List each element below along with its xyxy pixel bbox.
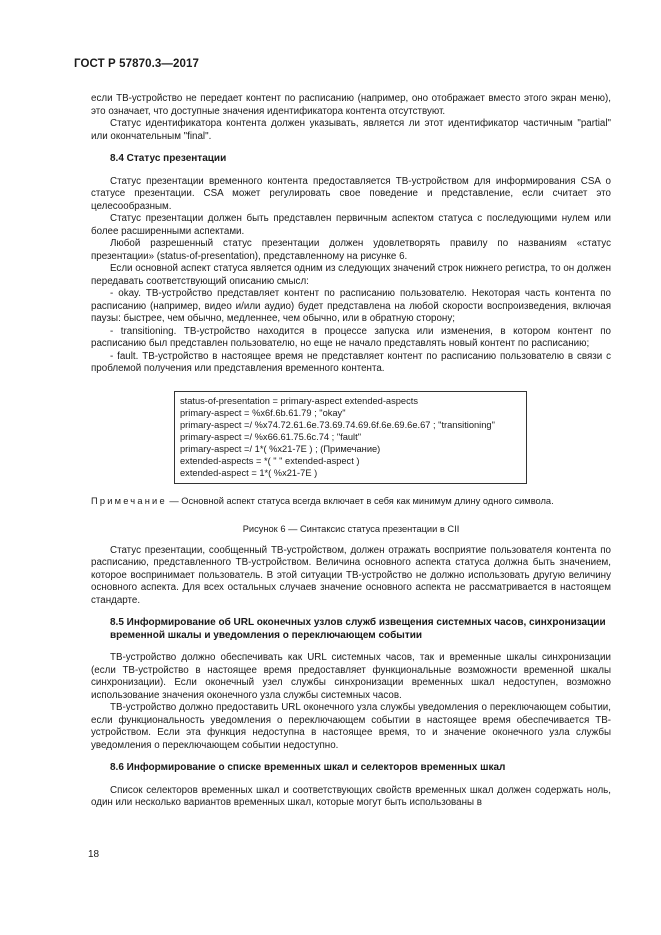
code-line: primary-aspect = %x6f.6b.61.79 ; "okay" xyxy=(180,407,346,418)
section-heading-8-5: 8.5 Информирование об URL оконечных узлов служб извещения системных часов, синхронизации временной шкалы и уведомления о переключающем событии xyxy=(110,617,606,641)
paragraph: Статус презентации должен быть представлен первичным аспектом статуса с последующими нулем или более расширенными аспектами. xyxy=(91,213,611,237)
code-line: primary-aspect =/ %x66.61.75.6c.74 ; "fault" xyxy=(180,431,362,442)
section-heading-8-4: 8.4 Статус презентации xyxy=(110,153,227,164)
code-line: primary-aspect =/ %x74.72.61.6e.73.69.74.69.6f.6e.69.6e.67 ; "transitioning" xyxy=(180,419,495,430)
paragraph: ТВ-устройство должно предоставить URL оконечного узла службы уведомления о переключающем событии, если функциональность уведомления о переключающем событии в настоящее время обеспечивается ТВ-устройством. Если эта функция недоступна в настоящее время, то и значение оконечного узла службы уведомления о переключающем событии недоступно. xyxy=(91,702,611,751)
list-item: - fault. ТВ-устройство в настоящее время не представляет контент по расписанию пользователю в связи с проблемой получения или представления временного контента. xyxy=(91,350,611,374)
paragraph: Статус идентификатора контента должен указывать, является ли этот идентификатор частичным "partial" или окончательным "final". xyxy=(91,118,611,142)
paragraph: Статус презентации, сообщенный ТВ-устройством, должен отражать восприятие пользователя контента по расписанию, представленного ТВ-устройством. Величина основного аспекта статуса должна быть значением, которое воспринимает пользователь. В этой ситуации ТВ-устройство не должно использовать другую величину основного аспекта. Для всех остальных случаев значение основного аспекта не рассматривается в настоящем стандарте. xyxy=(91,544,611,606)
figure-note xyxy=(91,495,611,507)
code-line: extended-aspects = *( " " extended-aspect ) xyxy=(180,455,360,466)
code-line: status-of-presentation = primary-aspect extended-aspects xyxy=(180,395,418,406)
code-line: primary-aspect =/ 1*( %x21-7E ) ; (Примечание) xyxy=(180,443,381,454)
note-label: Примечание xyxy=(91,495,167,506)
list-item: - okay. ТВ-устройство представляет контент по расписанию пользователю. Некоторая часть контента по расписанию (например, видео и/или аудио) будет представлена на любой скорости воспроизведения, включая паузы: быстрее, чем обычно, медленнее, чем обычно, или в обратную сторону; xyxy=(91,288,611,324)
paragraph: Любой разрешенный статус презентации должен удовлетворять правилу по названиям «статус презентации» (status-of-presentation), представленному на рисунке 6. xyxy=(91,238,611,262)
section-heading-8-6: 8.6 Информирование о списке временных шкал и селекторов временных шкал xyxy=(110,762,506,773)
paragraph: Статус презентации временного контента предоставляется ТВ-устройством для информирования CSA о статусе презентации. CSA может регулировать свое поведение и представление, если считает это целесообразным. xyxy=(91,175,611,212)
paragraph: ТВ-устройство должно обеспечивать как URL системных часов, так и временные шкалы синхронизации (если ТВ-устройство в настоящее время предоставляет функциональные возможности временной шкалы синхронизации). Если оконечный узел службы синхронизации временных шкал недоступен, возможно использование значения оконечного узла службы системных часов. xyxy=(91,652,611,701)
page-header: ГОСТ Р 57870.3—2017 xyxy=(74,58,199,70)
syntax-code-box xyxy=(174,391,527,484)
page-content xyxy=(91,93,611,810)
paragraph: Список селекторов временных шкал и соответствующих свойств временных шкал должен содержать ноль, один или несколько вариантов временных шкал, которые могут быть использованы в xyxy=(91,784,611,808)
figure-caption: Рисунок 6 — Синтаксис статуса презентации в CII xyxy=(242,523,460,534)
note-text: — Основной аспект статуса всегда включает в себя как минимум длину одного символа. xyxy=(166,495,554,506)
page-number: 18 xyxy=(88,849,100,860)
list-item: - transitioning. ТВ-устройство находится в процессе запуска или изменения, в котором контент по расписанию был представлен пользователю, но еще не начало представлять новый контент по расписанию; xyxy=(91,325,611,349)
paragraph: Если основной аспект статуса является одним из следующих значений строк нижнего регистра, то он должен передавать соответствующий описанию смысл: xyxy=(91,263,611,287)
paragraph: если ТВ-устройство не передает контент по расписанию (например, оно отображает вместо этого экран меню), это означает, что доступные значения идентификатора контента отсутствуют. xyxy=(91,93,611,117)
code-line: extended-aspect = 1*( %x21-7E ) xyxy=(180,467,318,478)
